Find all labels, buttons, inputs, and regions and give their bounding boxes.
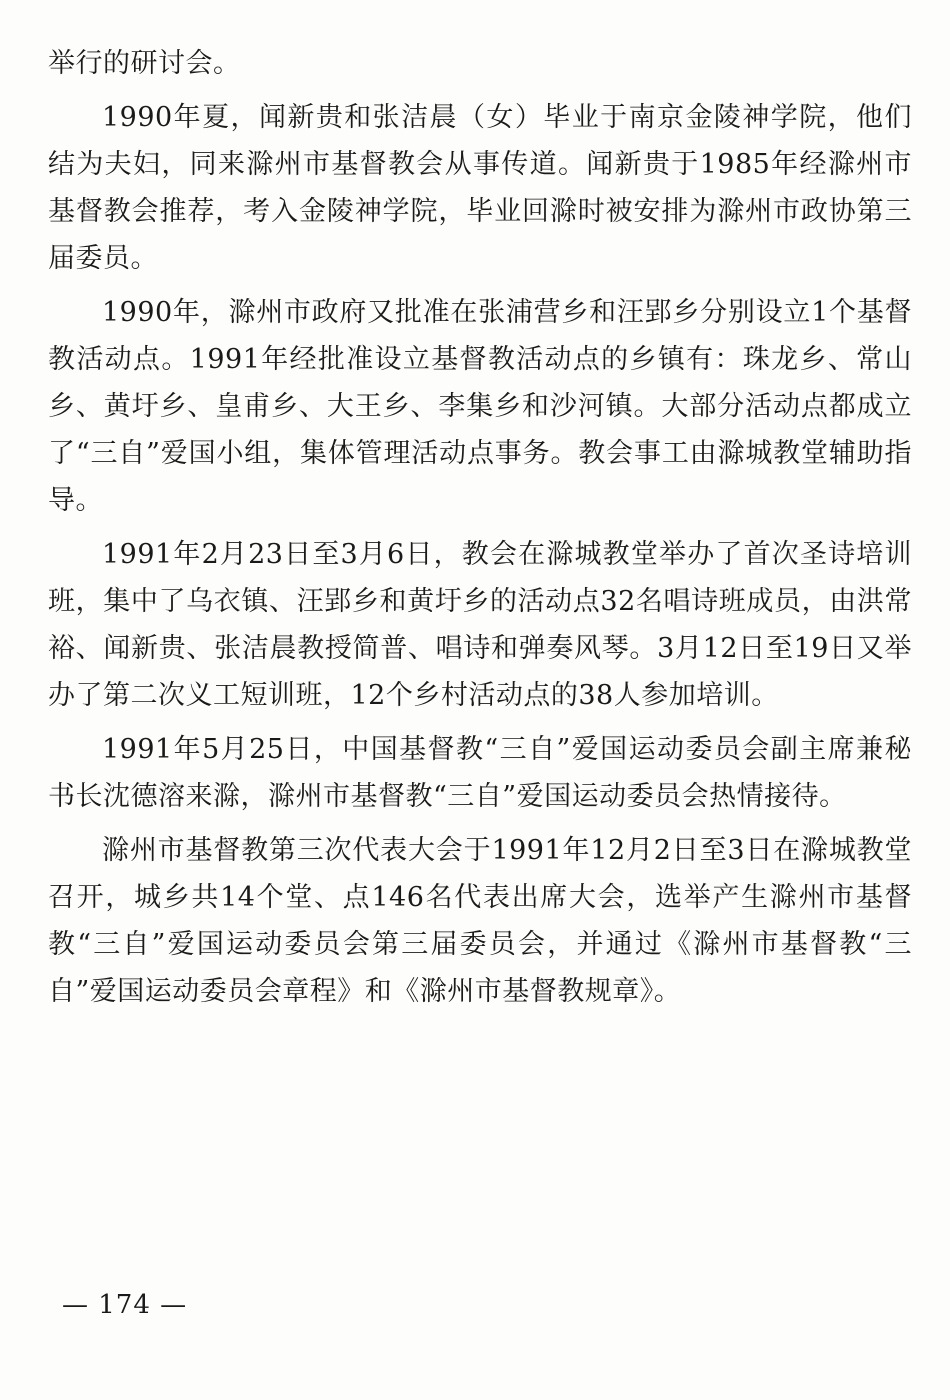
paragraph-training: 1991年2月23日至3月6日，教会在滁城教堂举办了首次圣诗培训班，集中了乌衣镇、汪郢乡和黄圩乡的活动点32名唱诗班成员，由洪常裕、闻新贵、张洁晨教授简普、唱诗和弹奏风琴。3月12日至19日又举办了第二次义工短训班，12个乡村活动点的38人参加培训。 [48, 539, 912, 711]
paragraph-congress: 滁州市基督教第三次代表大会于1991年12月2日至3日在滁城教堂召开，城乡共14个堂、点146名代表出席大会，选举产生滁州市基督教“三自”爱国运动委员会第三届委员会，并通过《滁州市基督教“三自”爱国运动委员会章程》和《滁州市基督教规章》。 [48, 835, 912, 1007]
paragraph-activity-points: 1990年，滁州市政府又批准在张浦营乡和汪郢乡分别设立1个基督教活动点。1991年经批准设立基督教活动点的乡镇有：珠龙乡、常山乡、黄圩乡、皇甫乡、大王乡、李集乡和沙河镇。大部分活动点都成立了“三自”爱国小组，集体管理活动点事务。教会事工由滁城教堂辅助指导。 [48, 297, 912, 516]
paragraph-visit: 1991年5月25日，中国基督教“三自”爱国运动委员会副主席兼秘书长沈德溶来滁，滁州市基督教“三自”爱国运动委员会热情接待。 [48, 734, 912, 812]
page-number: — 174 — [62, 1290, 188, 1320]
paragraph-graduation: 1990年夏，闻新贵和张洁晨（女）毕业于南京金陵神学院，他们结为夫妇，同来滁州市基督教会从事传道。闻新贵于1985年经滁州市基督教会推荐，考入金陵神学院，毕业回滁时被安排为滁州市政协第三届委员。 [48, 102, 912, 274]
paragraph-continuation: 举行的研讨会。 [48, 48, 241, 79]
body-text [48, 40, 912, 1022]
